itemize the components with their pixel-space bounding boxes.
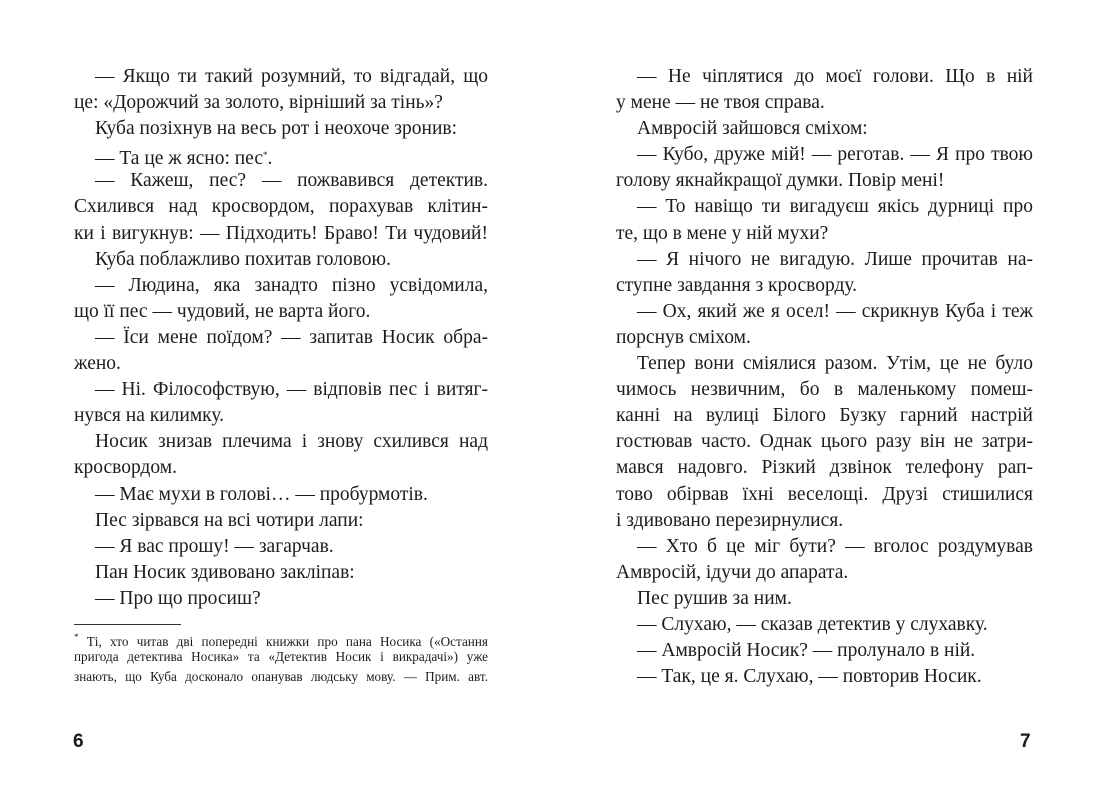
line-text: і здивовано перезирнулися. xyxy=(616,509,844,531)
line-text: ки і вигукнув: — Підходить! Браво! Ти чудовий! xyxy=(74,222,488,244)
footnote-marker: * xyxy=(74,632,79,642)
text-line xyxy=(616,612,1033,638)
line-text: чимось незвичним, бо в маленькому помеш- xyxy=(616,379,1033,401)
line-text: Пес зірвався на всі чотири лапи: xyxy=(95,509,364,531)
line-text: нувся на килимку. xyxy=(74,405,225,427)
line-text: — Якщо ти такий розумний, то відгадай, що xyxy=(95,66,488,87)
line-text: — Так, це я. Слухаю, — повторив Носик. xyxy=(637,666,982,688)
page-number-right: 7 xyxy=(1020,731,1031,752)
line-text-suffix: . xyxy=(267,148,273,170)
line-text: — Ох, який же я осел! — скрикнув Куба і теж xyxy=(637,300,1033,322)
footnote-line xyxy=(74,667,488,687)
line-text: Куба поблажливо похитав головою. xyxy=(95,248,391,270)
line-text: у мене — не твоя справа. xyxy=(616,92,825,114)
line-text: Схилився над кросвордом, порахував клітин- xyxy=(74,196,488,218)
line-text: — Про що просиш? xyxy=(95,587,261,609)
text-line xyxy=(616,168,1033,194)
line-text: це: «Дорожчий за золото, вірніший за тінь»? xyxy=(74,92,443,114)
footnote-text: Ті, хто читав дві попередні книжки про пана Носика («Остання xyxy=(78,634,488,649)
line-text: тово обірвав їхні веселощі. Друзі стишилися xyxy=(616,483,1033,505)
text-line xyxy=(74,403,488,429)
text-line xyxy=(616,586,1033,612)
text-line xyxy=(74,534,488,560)
line-text: — Ні. Філософствую, — відповів пес і витяг- xyxy=(95,379,488,401)
text-line xyxy=(74,247,488,273)
text-line xyxy=(616,142,1033,168)
line-text: мався надовго. Різкий дзвінок телефону рап- xyxy=(616,457,1033,479)
footnote-line xyxy=(74,647,488,667)
line-text: — Не чіплятися до моєї голови. Що в ній xyxy=(637,66,1033,87)
line-text: жено. xyxy=(74,353,121,375)
line-text: — Їси мене поїдом? — запитав Носик обра- xyxy=(95,326,488,348)
text-line xyxy=(616,560,1033,586)
text-line xyxy=(74,142,488,168)
line-text: — Кубо, друже мій! — реготав. — Я про твою xyxy=(637,144,1033,166)
text-line xyxy=(616,299,1033,325)
text-line xyxy=(616,194,1033,220)
text-line xyxy=(74,221,488,247)
text-line xyxy=(74,90,488,116)
text-line xyxy=(74,377,488,403)
text-line xyxy=(616,90,1033,116)
right-page xyxy=(616,64,1033,690)
line-text: Пес рушив за ним. xyxy=(637,587,792,609)
text-line xyxy=(616,455,1033,481)
text-line xyxy=(74,273,488,299)
line-text: Куба позіхнув на весь рот і неохоче зронив: xyxy=(95,118,458,140)
text-line xyxy=(616,64,1033,90)
line-text: те, що в мене у ній мухи? xyxy=(616,222,829,244)
text-line xyxy=(616,638,1033,664)
text-line xyxy=(616,403,1033,429)
line-text: Амвросій, ідучи до апарата. xyxy=(616,561,849,583)
page-number-left: 6 xyxy=(73,731,84,752)
text-line xyxy=(74,194,488,220)
line-text: — Слухаю, — сказав детектив у слухавку. xyxy=(637,613,988,635)
text-line xyxy=(616,247,1033,273)
text-line xyxy=(616,429,1033,455)
text-line xyxy=(74,351,488,377)
line-text: ступне завдання з кросворду. xyxy=(616,274,858,296)
text-line xyxy=(74,325,488,351)
text-line xyxy=(74,429,488,455)
line-text: — То навіщо ти вигадуєш якісь дурниці про xyxy=(637,196,1033,218)
text-line xyxy=(616,351,1033,377)
text-line xyxy=(74,482,488,508)
text-line xyxy=(74,299,488,325)
footnote-text: знають, що Куба досконало опанував людську мову. — Прим. авт. xyxy=(74,669,488,684)
line-text: Амвросій зайшовся сміхом: xyxy=(637,118,868,140)
footnote xyxy=(74,627,488,687)
line-text: порснув сміхом. xyxy=(616,326,751,348)
line-text: — Хто б це міг бути? — вголос роздумував xyxy=(637,535,1033,557)
footnote-line xyxy=(74,627,488,647)
left-page xyxy=(74,64,488,612)
line-text: — Кажеш, пес? — пожвавився детектив. xyxy=(95,170,488,192)
line-text: кросвордом. xyxy=(74,457,177,479)
line-text: що її пес — чудовий, не варта його. xyxy=(74,300,371,322)
text-line xyxy=(74,64,488,90)
text-line xyxy=(74,586,488,612)
line-text: Носик знизав плечима і знову схилився над xyxy=(95,431,488,453)
line-text: — Та це ж ясно: пес xyxy=(95,148,263,170)
text-line xyxy=(616,482,1033,508)
line-text: канні на вулиці Білого Бузку гарний настрій xyxy=(616,405,1033,427)
line-text: — Амвросій Носик? — пролунало в ній. xyxy=(637,640,976,662)
line-text: — Має мухи в голові… — пробурмотів. xyxy=(95,483,428,505)
text-line xyxy=(74,560,488,586)
line-text: гостював часто. Однак цього разу він не затри- xyxy=(616,431,1033,453)
line-text: — Я вас прошу! — загарчав. xyxy=(95,535,334,557)
text-line xyxy=(74,116,488,142)
footnote-separator xyxy=(74,624,181,625)
text-line xyxy=(616,534,1033,560)
line-text: — Я нічого не вигадую. Лише прочитав на- xyxy=(637,248,1033,270)
line-text: Тепер вони сміялися разом. Утім, це не було xyxy=(637,353,1033,375)
line-text: — Людина, яка занадто пізно усвідомила, xyxy=(95,274,488,296)
line-text: голову якнайкращої думки. Повір мені! xyxy=(616,170,945,192)
text-line xyxy=(616,377,1033,403)
text-line xyxy=(616,325,1033,351)
line-text: Пан Носик здивовано закліпав: xyxy=(95,561,355,583)
text-line xyxy=(616,664,1033,690)
text-line xyxy=(616,273,1033,299)
text-line xyxy=(74,508,488,534)
text-line xyxy=(616,221,1033,247)
text-line xyxy=(616,116,1033,142)
footnote-marker: * xyxy=(262,150,268,161)
text-line xyxy=(616,508,1033,534)
footnote-text: пригода детектива Носика» та «Детектив Носик і викрадачі») уже xyxy=(74,649,488,664)
text-line xyxy=(74,455,488,481)
text-line xyxy=(74,168,488,194)
